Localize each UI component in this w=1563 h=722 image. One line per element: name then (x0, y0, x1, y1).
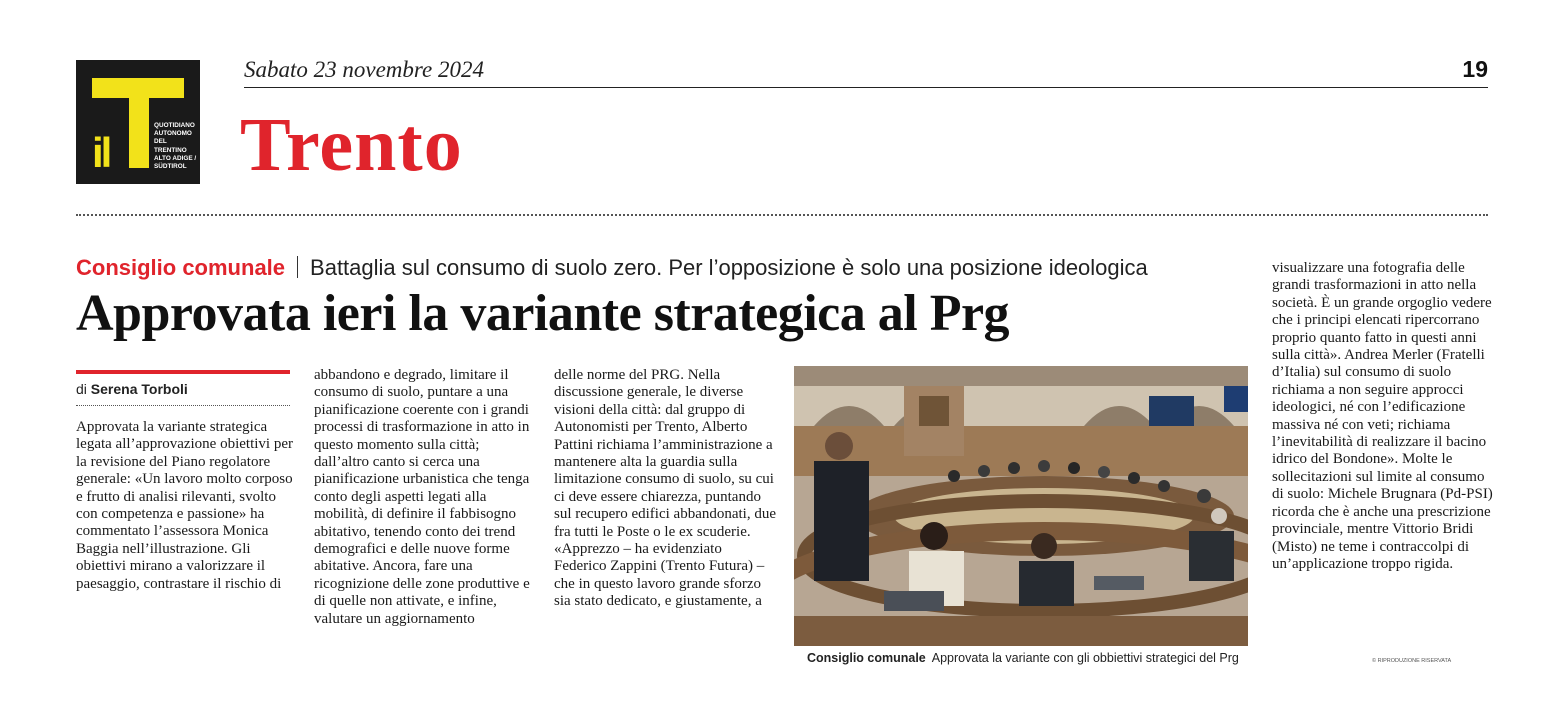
headline: Approvata ieri la variante strategica al Prg (76, 285, 1010, 342)
page-number: 19 (1462, 56, 1488, 82)
photo-caption (807, 651, 1239, 665)
kicker-separator (297, 256, 298, 278)
byline-divider (76, 405, 290, 406)
issue-date: Sabato 23 novembre 2024 (244, 57, 484, 82)
byline (76, 381, 188, 397)
caption-title: Consiglio comunale (807, 651, 926, 665)
article-column-2: abbandono e degrado, limitare il consumo di suolo, puntare a una pianificazione coerente con i grandi processi di trasformazione in atto in questo momento sulla città; dall’altro canto si cerca una pianificazione urbanistica che tenga conto degli aspetti legati alla mobilità, di definire il fabbisogno abitativo, tenendo conto dei trend demografici e delle nuove forme abitative. Ancora, fare una ricognizione delle zone produttive e di quelle non attivate, e infine, valutare un aggiornamento (314, 367, 530, 627)
kicker-row (76, 254, 1148, 284)
logo-tagline: QUOTIDIANO AUTONOMO DEL TRENTINO ALTO ADIGE / SÜDTIROL (154, 122, 197, 171)
logo-t-stem (129, 98, 149, 168)
section-divider (76, 214, 1488, 216)
newspaper-logo (76, 60, 200, 184)
logo-letters: il (92, 129, 110, 176)
logo-t-bar (92, 78, 184, 98)
caption-text: Approvata la variante con gli obbiettivi strategici del Prg (931, 651, 1239, 665)
article-column-4: visualizzare una fotografia delle grandi trasformazioni in atto nella società. È un grande orgoglio vedere che i principi elencati ripercorrano proprio quanto fatto in questi anni sulla città». Andrea Merler (Fratelli d’Italia) sul consumo di suolo richiama a non seguire approcci ideologici, né con l’edificazione massiva né con veti; richiama l’inevitabilità di realizzare il bacino idrico del Bondone». Molte le sollecitazioni sul limite al consumo di suolo: Michele Brugnara (Pd-PSI) ricorda che è anche una prescrizione provinciale, mentre Vittorio Bridi (Misto) ne teme i contraccolpi di un’applicazione troppo rigida. (1272, 260, 1493, 572)
copyright-notice: © RIPRODUZIONE RISERVATA (1372, 658, 1452, 664)
author-name: Serena Torboli (90, 381, 188, 397)
header-rule (244, 87, 1488, 88)
kicker: Consiglio comunale (76, 255, 286, 280)
byline-prefix: di (76, 381, 87, 397)
section-title: Trento (240, 103, 463, 187)
subheadline: Battaglia sul consumo di suolo zero. Per l’opposizione è solo una posizione ideologica (310, 255, 1148, 280)
council-photo (794, 366, 1248, 646)
byline-accent-bar (76, 370, 290, 374)
article-column-1: Approvata la variante strategica legata all’approvazione obiettivi per la revisione del Piano regolatore generale: «Un lavoro molto corposo e frutto di analisi rilevanti, svolto con competenza e passione» ha commentato l’assessora Monica Baggia nell’illustrazione. Gli obiettivi mirano a valorizzare il paesaggio, contrastare il rischio di (76, 419, 293, 592)
article-column-3: delle norme del PRG. Nella discussione generale, le diverse visioni della città: dal gruppo di Autonomisti per Trento, Alberto Pattini richiama l’amministrazione a mantenere alta la guardia sulla limitazione consumo di suolo, su cui ci deve essere chiarezza, puntando sul recupero edifici abbandonati, due fra tutti le Poste o le ex scuderie. «Apprezzo – ha evidenziato Federico Zappini (Trento Futura) – che in questo lavoro grande sforzo sia stato dedicato, e giustamente, a (554, 367, 776, 610)
